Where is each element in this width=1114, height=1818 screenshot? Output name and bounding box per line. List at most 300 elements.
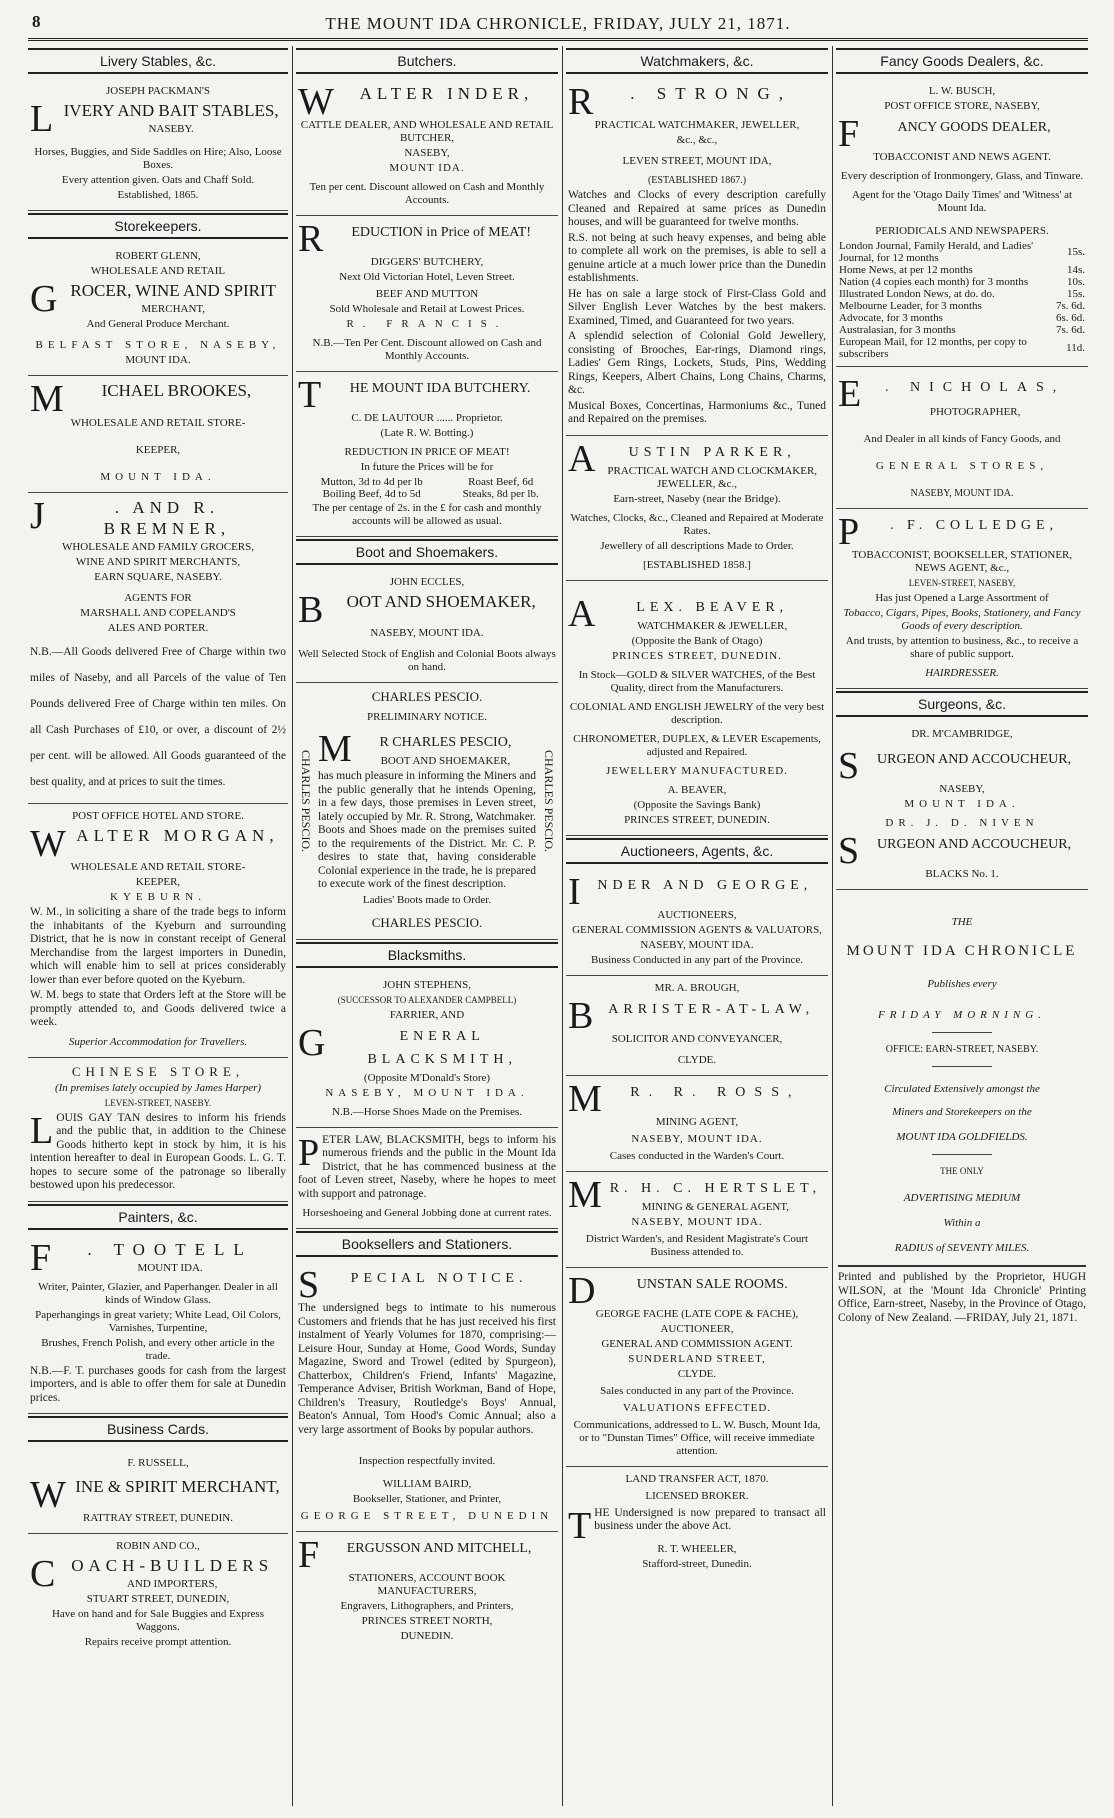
drop-cap: M bbox=[318, 728, 352, 770]
ad-name bbox=[838, 830, 1086, 872]
ad-text: VALUATIONS EFFECTED. bbox=[622, 1401, 772, 1414]
table-cell: Melbourne Leader, for 3 months bbox=[839, 300, 982, 312]
ad-name-text: . TOOTELL bbox=[87, 1239, 253, 1259]
ad-text: Next Old Victorian Hotel, Leven Street. bbox=[339, 271, 515, 283]
column-3 bbox=[566, 46, 828, 1806]
newspaper-title: THE MOUNT IDA CHRONICLE, FRIDAY, JULY 21, 1871. bbox=[325, 14, 791, 33]
drop-cap: L bbox=[30, 1109, 54, 1152]
ad-place: LEVEN STREET, MOUNT IDA, bbox=[622, 155, 772, 167]
table-cell: 7s. 6d. bbox=[1055, 324, 1085, 336]
ad-text: The undersigned begs to intimate to his numerous Customers and friends that he has just received his first instalment of Yearly Volumes for 1870, comprising:—Leisure Hour, Sunday at Home, Good Words, Sunday Magazine, Sword and Trowel (edited by Spurgeon), Chatterbox, Children's Friend, Infants' Magazine, Temperance Adviser, British Workman, Band of Hope, Children's Treasury, Routledge's Boys' Annual, Beaton's Annual, Tom Hood's Comic Annual; also a very large assortment of Books by popular authors. bbox=[298, 1302, 556, 1436]
table-row bbox=[838, 336, 1086, 360]
ad-place: MOUNT IDA. bbox=[100, 471, 216, 483]
ad-owner: ROBERT GLENN, bbox=[115, 250, 201, 262]
ad-text: (SUCCESSOR TO ALEXANDER CAMPBELL) bbox=[337, 994, 517, 1005]
ad-text: Cases conducted in the Warden's Court. bbox=[609, 1149, 785, 1162]
ad-place: NASEBY, bbox=[404, 147, 450, 159]
ad-place: GEORGE STREET, DUNEDIN bbox=[300, 1510, 554, 1522]
ad-owner: MR. A. BROUGH, bbox=[654, 981, 740, 994]
section-heading: Booksellers and Stationers. bbox=[296, 1231, 558, 1257]
divider bbox=[932, 1066, 992, 1067]
ad-trade: SOLICITOR AND CONVEYANCER, bbox=[611, 1032, 783, 1045]
drop-cap: P bbox=[298, 1131, 320, 1174]
ad-text: THE ONLY bbox=[940, 1166, 984, 1176]
ad-text: Horseshoeing and General Jobbing done at current rates. bbox=[302, 1207, 552, 1219]
ad-trade: Engravers, Lithographers, and Printers, bbox=[340, 1600, 514, 1612]
ad-text: Publishes every bbox=[927, 978, 997, 990]
ad-trade: Bookseller, Stationer, and Printer, bbox=[352, 1493, 502, 1505]
ad-name bbox=[298, 1021, 556, 1070]
ad-owner: A. BEAVER, bbox=[667, 783, 727, 796]
ad-text: (Late R. W. Botting.) bbox=[380, 427, 474, 439]
column-rule bbox=[292, 46, 293, 1806]
ad-trade: GENERAL STORES, bbox=[875, 460, 1049, 472]
ad-text: COLONIAL AND ENGLISH JEWELRY of the very best description. bbox=[569, 700, 825, 726]
ad-name bbox=[30, 1474, 286, 1516]
ad-place: NASEBY, MOUNT IDA. bbox=[325, 1086, 529, 1099]
ad-law bbox=[296, 1128, 558, 1230]
ad-name bbox=[298, 589, 556, 631]
ad-trade: GENERAL COMMISSION AGENTS & VALUATORS, bbox=[572, 923, 822, 936]
ad-place: NASEBY, MOUNT IDA. bbox=[631, 1132, 763, 1145]
section-heading: Butchers. bbox=[296, 48, 558, 74]
ad-place: NASEBY, MOUNT IDA. bbox=[640, 938, 754, 951]
table-row bbox=[838, 240, 1086, 264]
ad-text: [ESTABLISHED 1858.] bbox=[643, 558, 751, 571]
ad-text: Have on hand and for Sale Buggies and Express Waggons. bbox=[51, 1608, 264, 1633]
ad-name-text: IVERY AND BAIT STABLES, bbox=[63, 101, 279, 120]
ad-owner: GEORGE FACHE (LATE COPE & FACHE), bbox=[595, 1307, 799, 1320]
ad-fergusson bbox=[296, 1532, 558, 1651]
ad-text: Brushes, French Polish, and every other article in the trade. bbox=[41, 1336, 275, 1362]
ad-place: SUNDERLAND STREET, bbox=[628, 1352, 766, 1365]
ad-baird bbox=[296, 1262, 558, 1532]
ad-packman bbox=[28, 79, 288, 211]
drop-cap: A bbox=[568, 437, 596, 480]
ad-name-text: ERGUSSON AND MITCHELL, bbox=[346, 1541, 532, 1556]
drop-cap: B bbox=[568, 994, 594, 1037]
ad-text: Sales conducted in any part of the Province. bbox=[600, 1384, 794, 1397]
ad-text: Established, 1865. bbox=[117, 189, 199, 201]
ad-place: EARN SQUARE, NASEBY. bbox=[94, 571, 222, 583]
ad-text: W. M. begs to state that Orders left at the Store will be promptly attended to, and Goods delivered twice a week. bbox=[30, 989, 286, 1028]
drop-cap: W bbox=[30, 1474, 66, 1516]
ad-name-text: LEX. BEAVER, bbox=[636, 599, 789, 615]
ad-tagline: Superior Accommodation for Travellers. bbox=[68, 1035, 248, 1048]
ad-name-text: R. R. ROSS, bbox=[630, 1084, 801, 1100]
ad-busch bbox=[836, 79, 1088, 367]
drop-cap: J bbox=[30, 495, 45, 537]
ad-name-text: ROCER, WINE AND SPIRIT bbox=[70, 281, 277, 300]
ad-name-text: NDER AND GEORGE, bbox=[597, 877, 813, 893]
ad-text: HAIRDRESSER. bbox=[925, 667, 999, 679]
ad-text: Communications, addressed to L. W. Busch, Mount Ida, or to "Dunstan Times" Office, will receive immediate attention. bbox=[573, 1418, 821, 1457]
ad-place: CLYDE. bbox=[677, 1367, 717, 1380]
ad-trade: BOOT AND SHOEMAKER, bbox=[380, 755, 511, 767]
ad-tootell bbox=[28, 1235, 288, 1415]
ad-trade: KEEPER, bbox=[135, 444, 181, 456]
ad-russell bbox=[28, 1447, 288, 1534]
table-row bbox=[298, 476, 556, 488]
ad-trade: WATCHMAKER & JEWELLER, bbox=[637, 619, 788, 632]
ad-hertslet bbox=[566, 1172, 828, 1268]
ad-text: Writer, Painter, Glazier, and Paperhanger. Dealer in all kinds of Window Glass. bbox=[38, 1280, 278, 1306]
ad-chronicle-masthead bbox=[836, 890, 1088, 1333]
ad-text: District Warden's, and Resident Magistrate's Court Business attended to. bbox=[585, 1232, 809, 1258]
section-heading: Boot and Shoemakers. bbox=[296, 539, 558, 565]
ad-place: DUNEDIN. bbox=[400, 1630, 454, 1642]
table-cell: 11d. bbox=[1066, 342, 1085, 354]
ad-name bbox=[30, 823, 286, 865]
drop-cap: P bbox=[838, 511, 860, 553]
meat-price-table bbox=[298, 476, 556, 500]
ad-land-transfer bbox=[566, 1467, 828, 1579]
drop-cap: S bbox=[298, 1264, 320, 1306]
table-cell: 15s. bbox=[1066, 246, 1085, 258]
ad-trade: WHOLESALE AND RETAIL STORE- bbox=[70, 861, 246, 873]
drop-cap: I bbox=[568, 870, 581, 913]
ad-place: NASEBY. bbox=[148, 123, 194, 135]
ad-name-text: . STRONG, bbox=[630, 84, 793, 103]
ad-place: MOUNT IDA. bbox=[389, 162, 465, 174]
ad-text: Tobacco, Cigars, Pipes, Books, Stationery, and Fancy Goods of every description. bbox=[843, 607, 1081, 632]
ad-place: PRINCES STREET, DUNEDIN. bbox=[612, 649, 782, 662]
section-heading: Livery Stables, &c. bbox=[28, 48, 288, 74]
table-cell: 14s. bbox=[1066, 264, 1085, 276]
ad-walter-inder bbox=[296, 79, 558, 216]
ad-text: DIGGERS' BUTCHERY, bbox=[370, 256, 484, 268]
ad-name-text: ENERAL BLACKSMITH, bbox=[367, 1028, 517, 1067]
ad-text bbox=[30, 1109, 286, 1193]
ad-text: (Opposite the Savings Bank) bbox=[633, 798, 761, 811]
ad-name bbox=[568, 870, 826, 913]
ad-text: LICENSED BROKER. bbox=[645, 1489, 749, 1502]
ad-brookes bbox=[28, 376, 288, 493]
section-heading: Surgeons, &c. bbox=[836, 691, 1088, 717]
column-rule bbox=[562, 46, 563, 1806]
ad-owner: L. W. BUSCH, bbox=[928, 85, 996, 97]
ad-name bbox=[30, 378, 286, 420]
divider bbox=[932, 1032, 992, 1033]
side-text: CHARLES PESCIO. bbox=[542, 750, 556, 853]
ad-trade: AUCTIONEER, bbox=[660, 1322, 734, 1335]
ad-text: In Stock—GOLD & SILVER WATCHES, of the Best Quality, direct from the Manufacturers. bbox=[578, 668, 816, 694]
ad-name bbox=[298, 1264, 556, 1306]
ad-text: Every description of Ironmongery, Glass, and Tinware. bbox=[840, 170, 1084, 182]
ad-text: MARSHALL AND COPELAND'S bbox=[80, 607, 236, 619]
ad-text: OFFICE: EARN-STREET, NASEBY. bbox=[885, 1044, 1039, 1055]
ad-text: (In premises lately occupied by James Harper) bbox=[54, 1081, 262, 1094]
ad-name-text: R. H. C. HERTSLET, bbox=[609, 1180, 822, 1196]
ad-name bbox=[838, 113, 1086, 155]
ad-place: LEVEN-STREET, NASEBY, bbox=[908, 578, 1016, 588]
ad-trade: PRACTICAL WATCH AND CLOCKMAKER, JEWELLER, &c., bbox=[607, 464, 818, 490]
ad-name bbox=[568, 994, 826, 1037]
ad-owner: WILLIAM BAIRD, bbox=[382, 1478, 472, 1490]
ad-owner: DR. M'CAMBRIDGE, bbox=[911, 728, 1013, 740]
ad-name bbox=[568, 1077, 826, 1120]
ad-text: N.B.—All Goods delivered Free of Charge within two miles of Naseby, and all Parcels of the value of Ten Pounds delivered Free of Charge within ten miles. On all Cash Purchases of £10, or over, a discount of 2½ per cent. will be allowed. All Goods guaranteed of the best quality, and at prices to suit the times. bbox=[30, 646, 286, 788]
ad-text: Sold Wholesale and Retail at Lowest Prices. bbox=[329, 303, 525, 315]
ad-text: Has just Opened a Large Assortment of bbox=[875, 592, 1049, 604]
ad-parker bbox=[566, 436, 828, 581]
table-row bbox=[838, 264, 1086, 276]
ad-trade: WHOLESALE AND FAMILY GROCERS, bbox=[61, 541, 254, 553]
ad-trade: &c., &c., bbox=[676, 134, 718, 146]
table-cell: Roast Beef, 6d bbox=[468, 476, 534, 488]
ad-name-text: ANCY GOODS DEALER, bbox=[897, 120, 1051, 135]
ad-owner: JOHN STEPHENS, bbox=[382, 978, 471, 991]
drop-cap: M bbox=[30, 378, 64, 420]
table-row bbox=[838, 288, 1086, 300]
ad-trade: MINING & GENERAL AGENT, bbox=[641, 1200, 790, 1213]
ad-owner: DR. J. D. NIVEN bbox=[885, 817, 1039, 829]
ad-trade: WINE AND SPIRIT MERCHANTS, bbox=[75, 556, 241, 568]
table-row bbox=[838, 324, 1086, 336]
ad-text: FRIDAY MORNING. bbox=[878, 1009, 1046, 1021]
ad-inder-george bbox=[566, 869, 828, 976]
ad-text: In future the Prices will be for bbox=[360, 461, 494, 473]
table-row bbox=[838, 300, 1086, 312]
ad-text: And trusts, by attention to business, &c., to receive a share of public support. bbox=[845, 635, 1079, 660]
drop-cap: S bbox=[838, 745, 860, 787]
ad-place: BELFAST STORE, NASEBY, bbox=[35, 339, 281, 351]
ad-strong bbox=[566, 79, 828, 436]
ad-name bbox=[298, 1534, 556, 1576]
ad-place: MOUNT IDA. bbox=[125, 354, 191, 366]
drop-cap: W bbox=[30, 823, 66, 865]
ad-trade: PRACTICAL WATCHMAKER, JEWELLER, bbox=[594, 119, 800, 131]
ad-title: POST OFFICE HOTEL AND STORE. bbox=[72, 810, 244, 822]
table-cell: 10s. bbox=[1066, 276, 1085, 288]
ad-place: STUART STREET, DUNEDIN, bbox=[86, 1593, 230, 1605]
ad-name bbox=[568, 1269, 826, 1312]
ad-name bbox=[838, 745, 1086, 787]
ad-chinese-store bbox=[28, 1058, 288, 1202]
ad-place: LEVEN-STREET, NASEBY. bbox=[104, 1097, 212, 1108]
ad-place: NASEBY, MOUNT IDA. bbox=[370, 627, 484, 639]
section-heading: Blacksmiths. bbox=[296, 942, 558, 968]
side-text: CHARLES PESCIO. bbox=[299, 750, 313, 853]
ad-text: N.B.—Ten Per Cent. Discount allowed on Cash and Monthly Accounts. bbox=[312, 337, 542, 362]
ad-bremner bbox=[28, 493, 288, 804]
drop-cap: B bbox=[298, 589, 324, 631]
ad-title: PRELIMINARY NOTICE. bbox=[367, 711, 487, 723]
ad-stephens bbox=[296, 973, 558, 1128]
drop-cap: R bbox=[298, 218, 324, 260]
ad-glenn bbox=[28, 244, 288, 376]
ad-name-text: R CHARLES PESCIO, bbox=[379, 735, 512, 750]
ad-text: Agent for the 'Otago Daily Times' and 'Witness' at Mount Ida. bbox=[851, 189, 1073, 214]
advertisement-columns bbox=[28, 46, 1088, 1806]
ad-text: ADVERTISING MEDIUM bbox=[903, 1192, 1021, 1204]
ad-morgan bbox=[28, 804, 288, 1058]
ad-name-text: USTIN PARKER, bbox=[628, 444, 796, 460]
ad-robin bbox=[28, 1534, 288, 1657]
ad-text: has much pleasure in informing the Miners and the public generally that he intends Opening, in a few days, those premises in Leven street, lately occupied by Mr. R. Strong, Watchmaker. Boots and Shoes made on the premises suited to the requirements of the District. Mr. C. P. desires to state that, having considerable Colonial experience in the trade, he is prepared to execute work of the finest description. bbox=[318, 770, 536, 890]
ad-owner: CHARLES PESCIO. bbox=[371, 914, 483, 930]
ad-name bbox=[298, 81, 556, 123]
column-rule bbox=[832, 46, 833, 1806]
ad-text: Repairs receive prompt attention. bbox=[84, 1636, 232, 1648]
ad-place: MOUNT IDA. bbox=[904, 798, 1020, 810]
ad-name bbox=[838, 511, 1086, 553]
ad-nicholas bbox=[836, 367, 1088, 509]
ad-text: And General Produce Merchant. bbox=[86, 318, 230, 330]
ad-title: LAND TRANSFER ACT, 1870. bbox=[625, 1472, 769, 1485]
table-cell: Steaks, 8d per lb. bbox=[462, 488, 539, 500]
ad-name-text: URGEON AND ACCOUCHEUR, bbox=[877, 752, 1072, 767]
ad-trade: WHOLESALE AND RETAIL STORE- bbox=[70, 417, 246, 429]
ad-name-text: . NICHOLAS, bbox=[884, 380, 1066, 395]
table-cell: 15s. bbox=[1066, 288, 1085, 300]
ad-trade: CATTLE DEALER, AND WHOLESALE AND RETAIL BUTCHER, bbox=[300, 119, 554, 144]
column-4 bbox=[836, 46, 1088, 1806]
ad-trade: PHOTOGRAPHER, bbox=[929, 406, 1021, 418]
ad-text bbox=[298, 1131, 556, 1202]
ad-text: Ten per cent. Discount allowed on Cash and Monthly Accounts. bbox=[309, 181, 545, 206]
column-2 bbox=[296, 46, 558, 1806]
ad-name bbox=[30, 497, 286, 539]
ad-text: (Opposite the Bank of Otago) bbox=[631, 634, 763, 647]
ad-name bbox=[298, 374, 556, 416]
table-cell: Mutton, 3d to 4d per lb bbox=[320, 476, 423, 488]
ad-trade: FARRIER, AND bbox=[389, 1008, 465, 1021]
ad-text: C. DE LAUTOUR ...... Proprietor. bbox=[351, 412, 503, 424]
ad-owner: R. FRANCIS. bbox=[346, 318, 508, 330]
drop-cap: A bbox=[568, 592, 596, 635]
page-header bbox=[28, 8, 1088, 41]
table-cell: Australasian, for 3 months bbox=[839, 324, 956, 336]
drop-cap: R bbox=[568, 81, 594, 123]
ad-owner: CHARLES PESCIO. bbox=[371, 689, 483, 704]
divider bbox=[838, 1265, 1086, 1267]
ad-dunstan bbox=[566, 1268, 828, 1467]
ad-name: MOUNT IDA CHRONICLE bbox=[846, 943, 1078, 959]
ad-trade: STATIONERS, ACCOUNT BOOK MANUFACTURERS, bbox=[348, 1572, 506, 1597]
ad-colledge bbox=[836, 509, 1088, 689]
ad-text: AGENTS FOR bbox=[124, 592, 192, 604]
ad-text: Inspection respectfully invited. bbox=[358, 1455, 496, 1467]
ad-name-text: . F. COLLEDGE, bbox=[890, 518, 1059, 533]
ad-text: PERIODICALS AND NEWSPAPERS. bbox=[875, 225, 1049, 237]
drop-cap: G bbox=[298, 1021, 326, 1064]
table-row bbox=[838, 276, 1086, 288]
table-cell: Nation (4 copies each month) for 3 months bbox=[839, 276, 1029, 288]
ad-text: Paperhangings in great variety; White Lead, Oil Colors, Varnishes, Turpentine, bbox=[35, 1308, 281, 1334]
ad-butchery bbox=[296, 372, 558, 537]
ad-place: Earn-street, Naseby (near the Bridge). bbox=[613, 492, 781, 505]
ad-text: Circulated Extensively amongst the bbox=[884, 1083, 1040, 1095]
ad-trade: TOBACCONIST AND NEWS AGENT. bbox=[873, 151, 1051, 163]
ad-place: RATTRAY STREET, DUNEDIN. bbox=[83, 1512, 233, 1524]
ad-trade: TOBACCONIST, BOOKSELLER, STATIONER, NEWS AGENT, &c., bbox=[851, 549, 1073, 574]
ad-text: The per centage of 2s. in the £ for cash and monthly accounts will be allowed as usual. bbox=[312, 502, 542, 527]
ad-text: THE bbox=[951, 916, 973, 928]
drop-cap: S bbox=[838, 830, 860, 872]
section-heading: Watchmakers, &c. bbox=[566, 48, 828, 74]
pescio-body bbox=[298, 730, 556, 892]
table-cell: Boiling Beef, 4d to 5d bbox=[322, 488, 421, 500]
table-row bbox=[298, 488, 556, 500]
ad-place: CLYDE. bbox=[677, 1053, 717, 1066]
table-cell: London Journal, Family Herald, and Ladies' Journal, for 12 months bbox=[839, 240, 1034, 264]
ad-text: Horses, Buggies, and Side Saddles on Hire; Also, Loose Boxes. bbox=[34, 146, 282, 171]
section-heading: Business Cards. bbox=[28, 1416, 288, 1442]
ad-place: NASEBY, MOUNT IDA. bbox=[910, 488, 1014, 499]
ad-name bbox=[568, 81, 826, 123]
drop-cap: L bbox=[30, 98, 54, 140]
ad-text: Watches, Clocks, &c., Cleaned and Repaired at Moderate Rates. bbox=[570, 511, 824, 537]
drop-cap: F bbox=[838, 113, 860, 155]
drop-cap: E bbox=[838, 373, 862, 415]
ad-name-text: UNSTAN SALE ROOMS. bbox=[636, 1276, 788, 1292]
page-number: 8 bbox=[32, 12, 41, 31]
ad-name bbox=[298, 218, 556, 260]
ad-text: CHRONOMETER, DUPLEX, & LEVER Escapements, adjusted and Repaired. bbox=[573, 732, 821, 758]
ad-text: W. M., in soliciting a share of the trade begs to inform the inhabitants of the Kyeburn and surrounding District, that he is now in constant receipt of General Merchandise from the largest importers in Dunedin, which will enable him to sell at prices considerably lower than ever before quoted on the Kyeburn. bbox=[30, 906, 286, 986]
ad-trade: AND IMPORTERS, bbox=[126, 1578, 218, 1590]
section-heading: Storekeepers. bbox=[28, 213, 288, 239]
ad-text bbox=[568, 1504, 826, 1547]
ad-text: Business Conducted in any part of the Province. bbox=[590, 953, 804, 966]
section-heading: Painters, &c. bbox=[28, 1204, 288, 1230]
ad-name-text: . AND R. BREMNER, bbox=[103, 498, 231, 538]
table-cell: Home News, at per 12 months bbox=[839, 264, 973, 276]
column-1 bbox=[28, 46, 288, 1806]
drop-cap: M bbox=[568, 1077, 602, 1120]
ad-ross bbox=[566, 1076, 828, 1172]
ad-text: RADIUS of SEVENTY MILES. bbox=[894, 1242, 1030, 1254]
ad-name-text: MERCHANT, bbox=[141, 303, 206, 315]
ad-place: KYEBURN. bbox=[110, 891, 206, 903]
ad-text: (ESTABLISHED 1867.) bbox=[647, 175, 747, 186]
ad-text: Watches and Clocks of every description carefully Cleaned and Repaired at same prices as Dunedin houses, and will be guaranteed for twelve months. bbox=[568, 189, 826, 228]
ad-text: Well Selected Stock of English and Colonial Boots always on hand. bbox=[298, 648, 556, 673]
ad-brough bbox=[566, 976, 828, 1076]
ad-text: JEWELLERY MANUFACTURED. bbox=[606, 764, 788, 777]
ad-text: R.S. not being at such heavy expenses, and being able to complete all work on the premises, is able to sell a genuine article at a much lower price than the Dunedin establishments. bbox=[568, 231, 826, 284]
divider bbox=[932, 1154, 992, 1155]
ad-title: CHINESE STORE, bbox=[71, 1063, 245, 1079]
ad-text: Miners and Storekeepers on the bbox=[892, 1106, 1032, 1118]
ad-text-body: OUIS GAY TAN desires to inform his friends and the public that, in addition to the Chinese Goods hitherto kept in stock by him, it is his intention hereafter to deal in European Goods. L. G. T. hopes to secure some of the patronage so liberally bestowed upon his predecessor. bbox=[30, 1111, 286, 1191]
drop-cap: W bbox=[298, 81, 334, 123]
ad-text: Musical Boxes, Concertinas, Harmoniums &c., Tuned and Repaired on the premises. bbox=[568, 399, 826, 425]
ad-name-text: ALTER MORGAN, bbox=[76, 826, 279, 845]
ad-place: BLACKS No. 1. bbox=[925, 868, 999, 880]
ad-name-text: OACH-BUILDERS bbox=[71, 1556, 274, 1575]
drop-cap: G bbox=[30, 278, 58, 320]
ad-trade: GENERAL AND COMMISSION AGENT. bbox=[601, 1337, 793, 1350]
ad-name-text: EDUCTION in Price of MEAT! bbox=[351, 225, 531, 240]
ad-text: Within a bbox=[943, 1217, 981, 1229]
table-cell: 7s. 6d. bbox=[1055, 300, 1085, 312]
drop-cap: C bbox=[30, 1553, 56, 1595]
ad-text: A splendid selection of Colonial Gold Jewellery, consisting of Brooches, Ear-rings, Diamond rings, Ladies' Gem Rings, Lockets, Studs, Pins, Wedding Rings, Keepers, Albert Chains, Long Chains, Charms, &c. bbox=[568, 330, 826, 396]
ad-name-text: URGEON AND ACCOUCHEUR, bbox=[877, 837, 1072, 852]
ad-place: PRINCES STREET NORTH, bbox=[361, 1615, 493, 1627]
ad-text: Jewellery of all descriptions Made to Order. bbox=[600, 539, 794, 552]
ad-text-body: ETER LAW, BLACKSMITH, begs to inform his numerous friends and the public in the Mount Ida District, that he has commenced business at the foot of Leven street, Naseby, where he hopes to meet with support and patronage. bbox=[298, 1133, 556, 1200]
ad-surgeons bbox=[836, 722, 1088, 890]
ad-text: MOUNT IDA GOLDFIELDS. bbox=[896, 1131, 1028, 1143]
ad-owner: ROBIN AND CO., bbox=[116, 1540, 200, 1552]
ad-francis bbox=[296, 216, 558, 372]
ad-owner: JOSEPH PACKMAN'S bbox=[106, 85, 210, 97]
ad-name-text: ALTER INDER, bbox=[359, 84, 534, 103]
ad-trade: AUCTIONEERS, bbox=[657, 908, 737, 921]
